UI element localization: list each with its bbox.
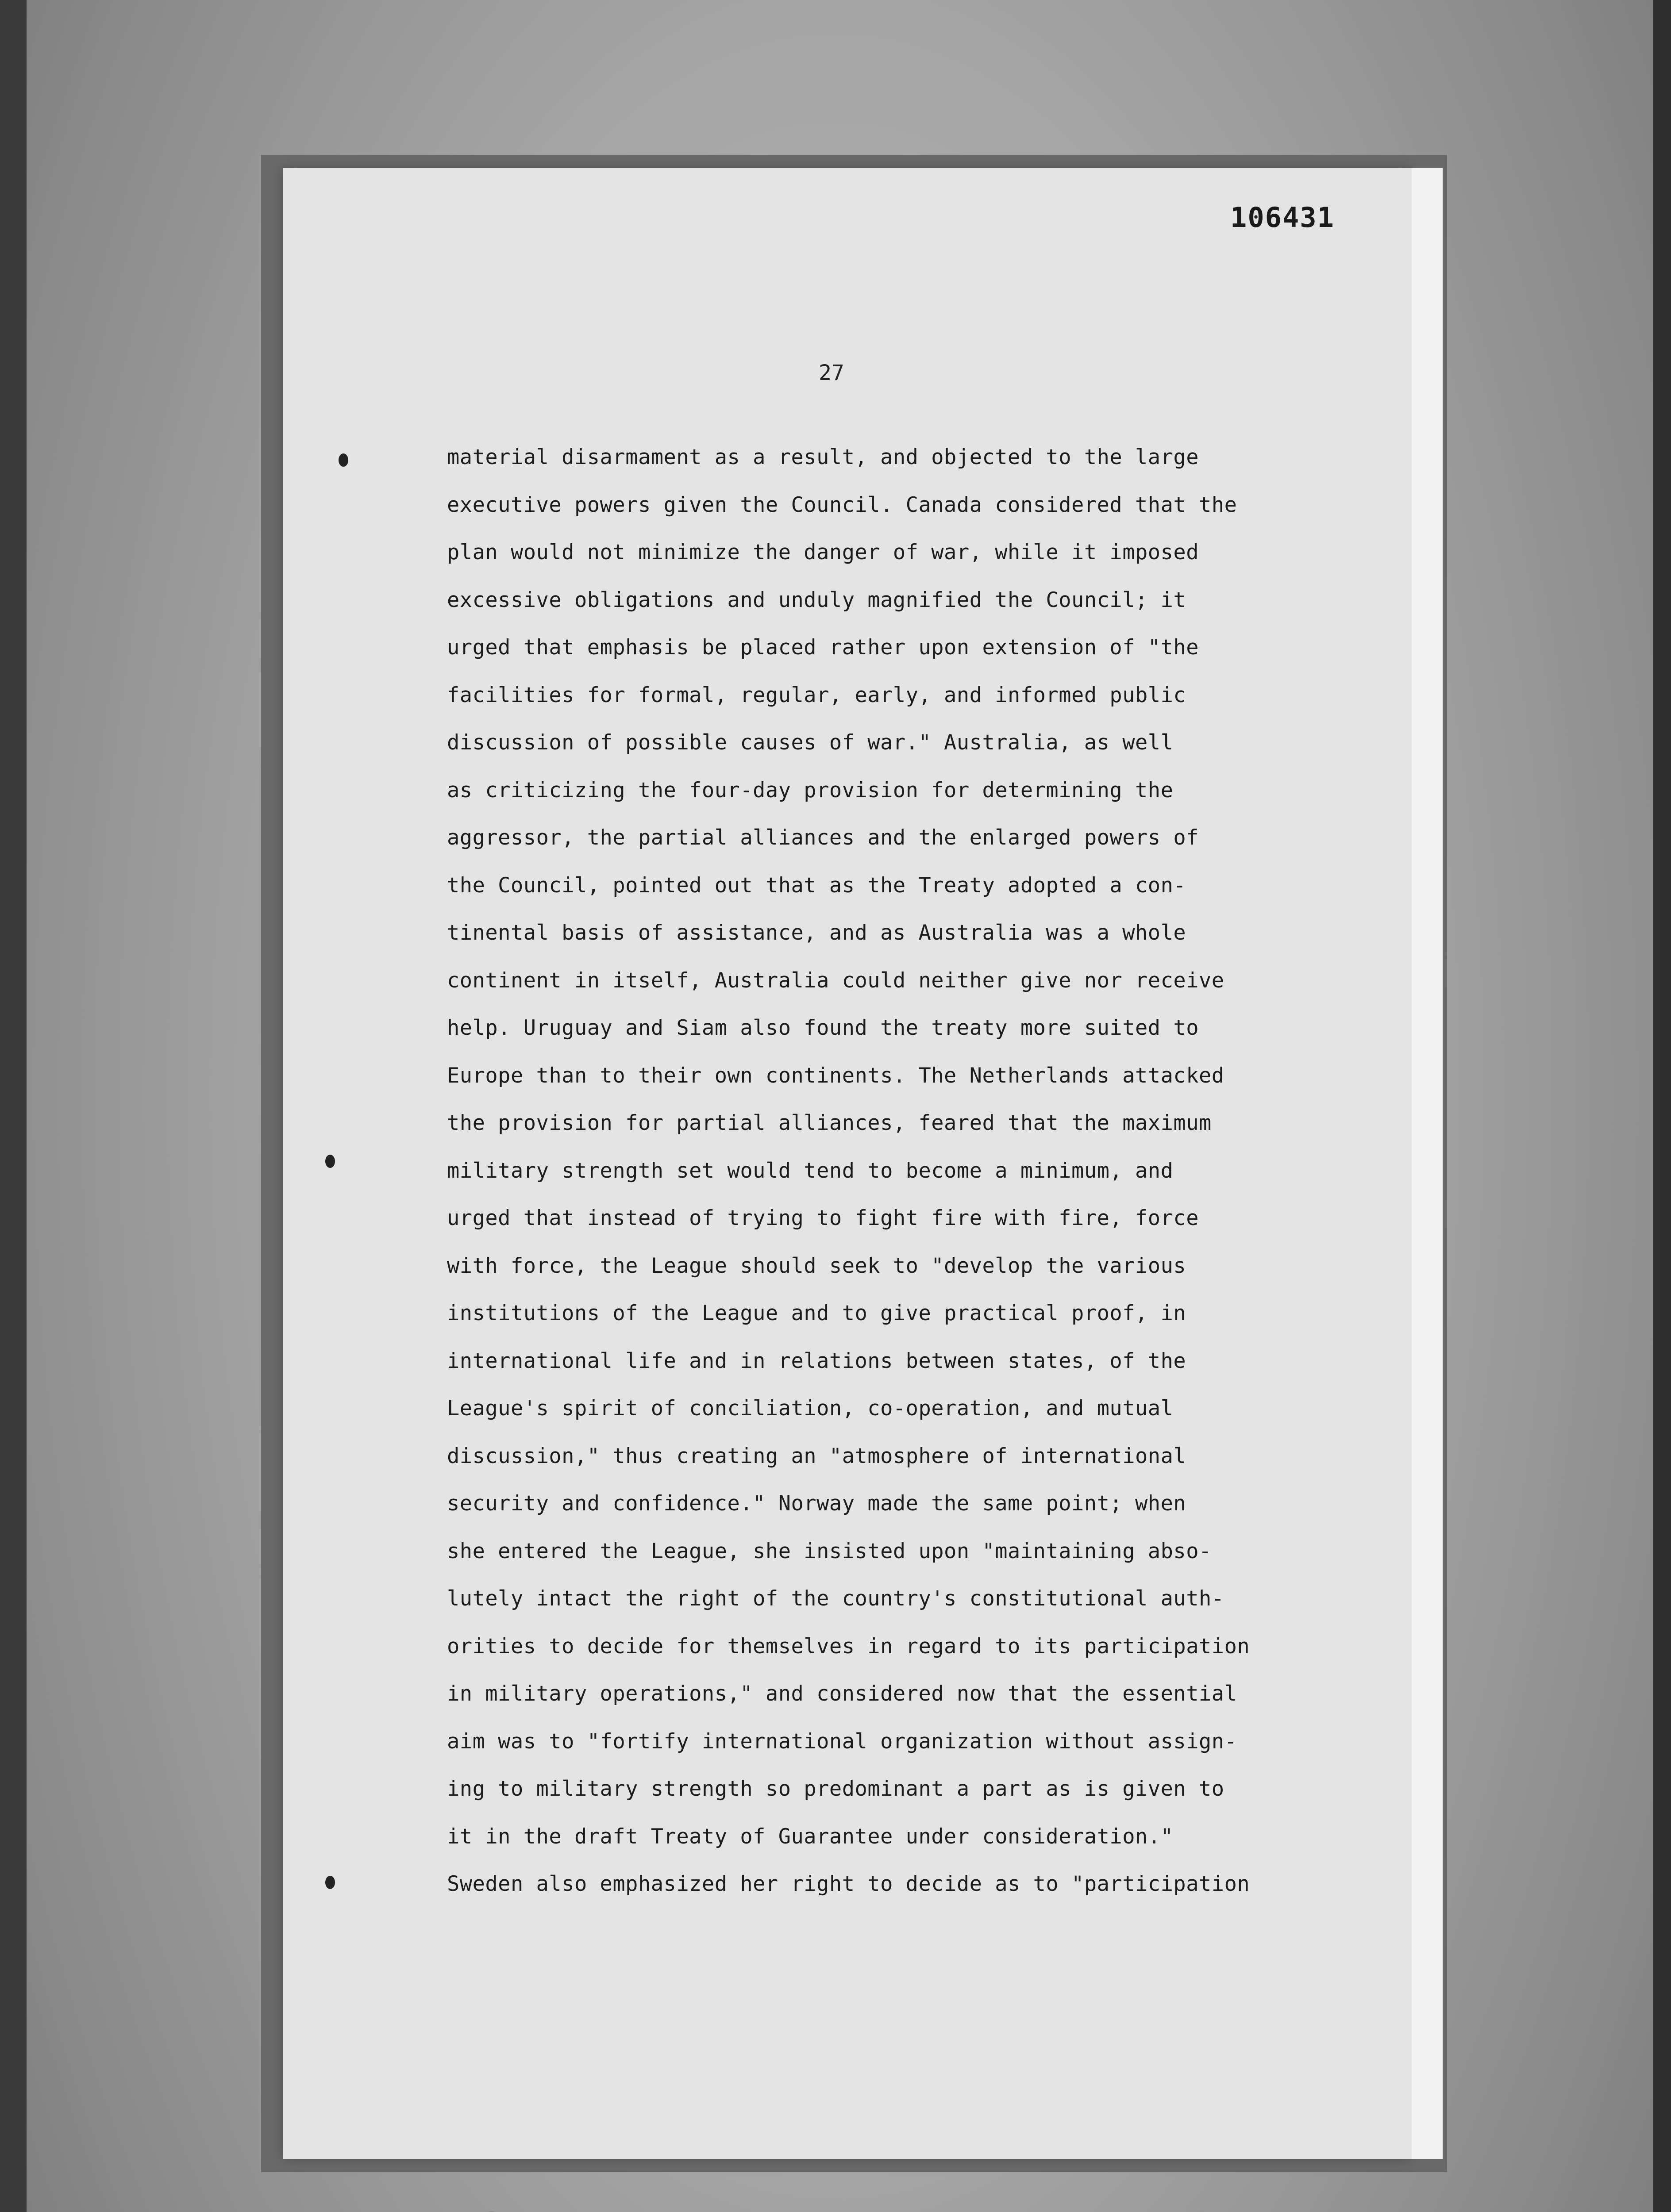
text-line: executive powers given the Council. Canada considered that the (447, 492, 1237, 517)
text-line: with force, the League should seek to "develop the various (447, 1253, 1186, 1278)
text-line: security and confidence." Norway made the same point; when (447, 1491, 1186, 1516)
text-line: Sweden also emphasized her right to decide as to "participation (447, 1872, 1250, 1896)
text-line: help. Uruguay and Siam also found the treaty more suited to (447, 1016, 1199, 1040)
page-number: 27 (819, 361, 844, 385)
text-line: institutions of the League and to give practical proof, in (447, 1301, 1186, 1325)
text-line: discussion of possible causes of war." Australia, as well (447, 730, 1174, 755)
text-line: discussion," thus creating an "atmosphere of international (447, 1444, 1186, 1468)
text-line: aggressor, the partial alliances and the enlarged powers of (447, 826, 1199, 850)
text-line: Europe than to their own continents. The Netherlands attacked (447, 1063, 1224, 1088)
text-line: as criticizing the four-day provision for determining the (447, 778, 1174, 803)
text-line: military strength set would tend to become a minimum, and (447, 1158, 1174, 1183)
right-film-edge (1653, 0, 1671, 2212)
text-line: lutely intact the right of the country's constitutional auth- (447, 1586, 1224, 1611)
text-line: League's spirit of conciliation, co-operation, and mutual (447, 1396, 1174, 1421)
text-line: material disarmament as a result, and objected to the large (447, 445, 1199, 469)
text-line: she entered the League, she insisted upon "maintaining abso- (447, 1539, 1212, 1563)
text-line: ing to military strength so predominant a part as is given to (447, 1777, 1224, 1801)
text-line: plan would not minimize the danger of war, while it imposed (447, 540, 1199, 565)
text-line: urged that instead of trying to fight fire with fire, force (447, 1206, 1199, 1230)
text-line: orities to decide for themselves in regard to its participation (447, 1634, 1250, 1659)
text-line: in military operations," and considered now that the essential (447, 1682, 1237, 1706)
document-number: 106431 (1230, 201, 1335, 234)
text-line: it in the draft Treaty of Guarantee under consideration." (447, 1824, 1174, 1849)
text-line: international life and in relations between states, of the (447, 1348, 1186, 1373)
text-line: the provision for partial alliances, feared that the maximum (447, 1111, 1212, 1135)
punch-hole-mark (325, 1155, 335, 1168)
text-line: urged that emphasis be placed rather upon extension of "the (447, 635, 1199, 660)
document-body (447, 434, 1288, 1908)
page-edge-strip (1412, 168, 1443, 2159)
text-line: tinental basis of assistance, and as Australia was a whole (447, 921, 1186, 945)
text-line: excessive obligations and unduly magnified the Council; it (447, 588, 1186, 612)
punch-hole-mark (325, 1876, 335, 1889)
punch-hole-mark (339, 453, 348, 467)
text-line: aim was to "fortify international organization without assign- (447, 1729, 1237, 1754)
text-line: facilities for formal, regular, early, and informed public (447, 683, 1186, 707)
text-line: the Council, pointed out that as the Treaty adopted a con- (447, 873, 1186, 898)
text-line: continent in itself, Australia could neither give nor receive (447, 968, 1224, 993)
left-film-edge (0, 0, 27, 2212)
